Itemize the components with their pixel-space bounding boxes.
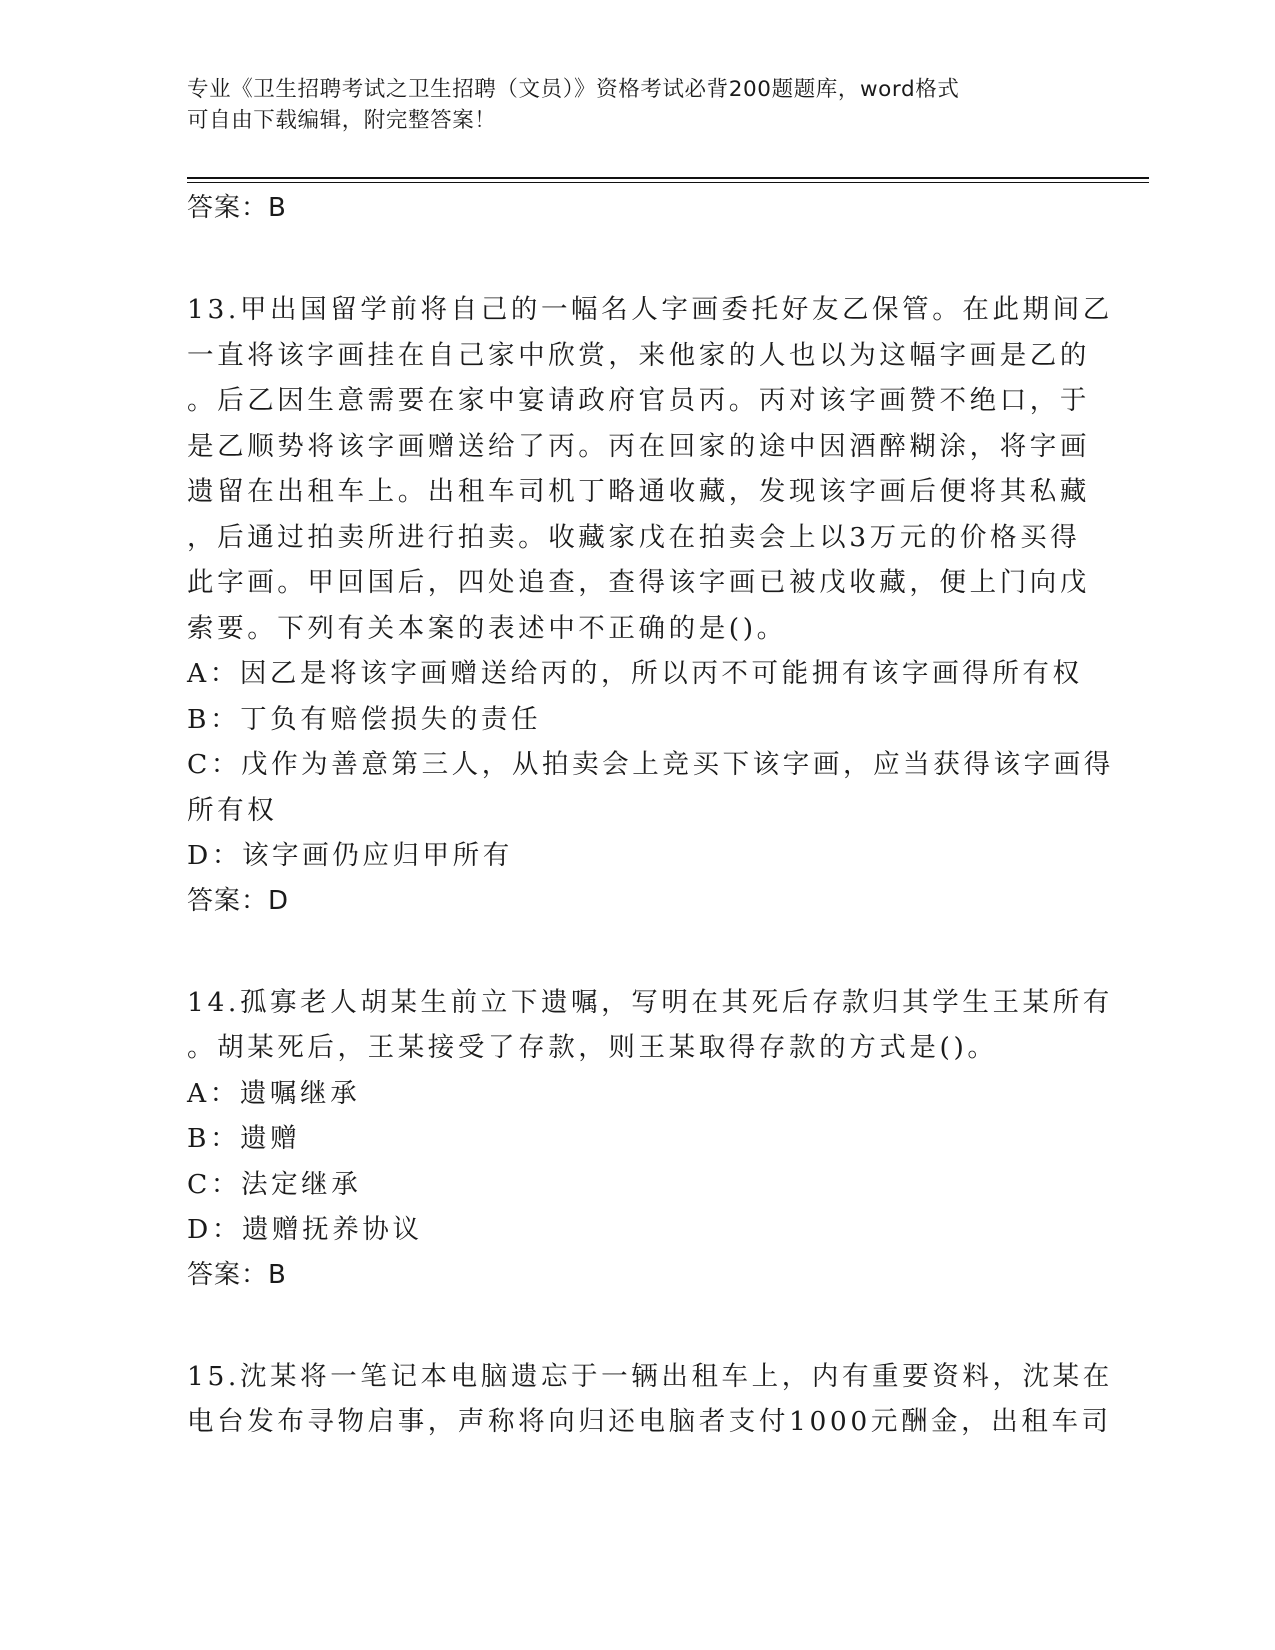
- option-b: [187, 1116, 1087, 1162]
- document-body: [187, 186, 1114, 1445]
- question-line: 此字画。甲回国后，四处追查，查得该字画已被戊收藏，便上门向戊: [187, 567, 1090, 598]
- question-text: [187, 287, 1113, 651]
- option-line: B：丁负有赔偿损失的责任: [187, 703, 542, 735]
- option-a: [187, 651, 1087, 697]
- option-line: 所有权: [187, 794, 278, 826]
- answer: 答案：B: [187, 1259, 287, 1290]
- option-d: [187, 1207, 1087, 1253]
- option-line: A：因乙是将该字画赠送给丙的，所以丙不可能拥有该字画得所有权: [187, 658, 1083, 689]
- option-b: [187, 697, 1087, 743]
- question-14: [187, 980, 1113, 1297]
- question-13: [187, 287, 1114, 923]
- question-line: 索要。下列有关本案的表述中不正确的是()。: [187, 612, 787, 644]
- header-line-1: 专业《卫生招聘考试之卫生招聘（文员）》资格考试必背200题题库，word格式: [187, 77, 960, 102]
- header-divider-thin: [187, 182, 1149, 183]
- option-line: A：遗嘱继承: [187, 1077, 361, 1109]
- previous-answer: 答案：B: [187, 193, 287, 223]
- question-line: 15.沈某将一笔记本电脑遗忘于一辆出租车上，内有重要资料，沈某在: [187, 1360, 1113, 1392]
- option-line: C：戊作为善意第三人，从拍卖会上竞买下该字画，应当获得该字画得: [187, 749, 1114, 780]
- option-d: [187, 833, 1087, 879]
- option-line: D：该字画仍应归甲所有: [187, 840, 513, 871]
- option-line: B：遗赠: [187, 1123, 301, 1154]
- question-line: 13.甲出国留学前将自己的一幅名人字画委托好友乙保管。在此期间乙: [187, 294, 1113, 325]
- option-line: C：法定继承: [187, 1168, 362, 1200]
- answer: 答案：D: [187, 885, 290, 916]
- question-line: 是乙顺势将该字画赠送给了丙。丙在回家的途中因酒醉糊涂，将字画: [187, 430, 1090, 462]
- question-line: 。胡某死后，王某接受了存款，则王某取得存款的方式是()。: [187, 1032, 998, 1063]
- header-line-2: 可自由下载编辑，附完整答案！: [187, 108, 497, 133]
- header-divider-thick: [187, 177, 1149, 179]
- option-c: [187, 742, 1114, 833]
- question-line: ，后通过拍卖所进行拍卖。收藏家戊在拍卖会上以3万元的价格买得: [187, 521, 1081, 553]
- option-c: [187, 1162, 1087, 1208]
- question-line: 电台发布寻物启事，声称将向归还电脑者支付1000元酬金，出租车司: [187, 1406, 1112, 1437]
- question-line: 一直将该字画挂在自己家中欣赏，来他家的人也以为这幅字画是乙的: [187, 339, 1090, 371]
- question-line: 遗留在出租车上。出租车司机丁略通收藏，发现该字画后便将其私藏: [187, 476, 1090, 507]
- option-line: D：遗赠抚养协议: [187, 1214, 423, 1245]
- question-15: [187, 1354, 1113, 1445]
- question-text: [187, 980, 1113, 1071]
- question-text: [187, 1354, 1113, 1445]
- question-line: 14.孤寡老人胡某生前立下遗嘱，写明在其死后存款归其学生王某所有: [187, 986, 1113, 1018]
- question-line: 。后乙因生意需要在家中宴请政府官员丙。丙对该字画赞不绝口，于: [187, 385, 1090, 416]
- option-a: [187, 1071, 1087, 1117]
- document-header: [187, 74, 1067, 136]
